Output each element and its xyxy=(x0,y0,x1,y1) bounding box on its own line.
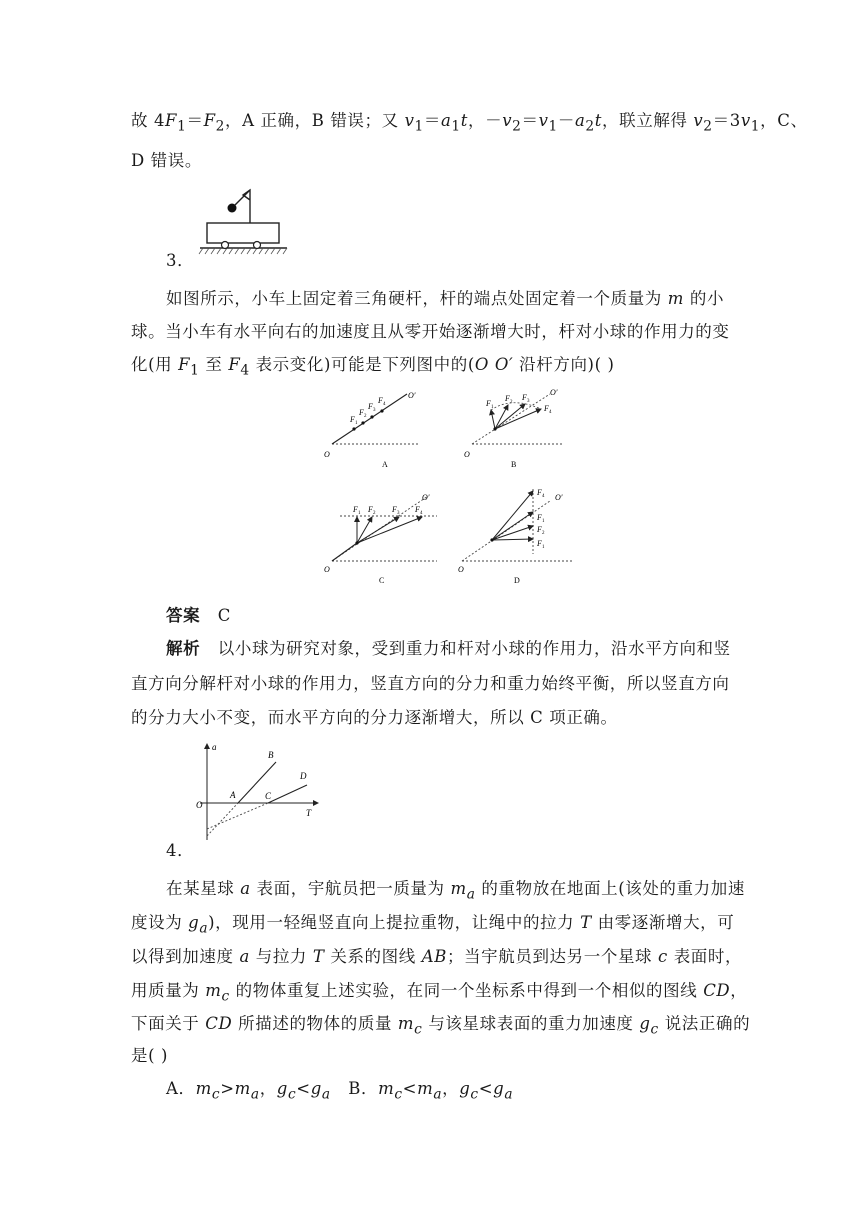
svg-text:F: F xyxy=(368,505,373,514)
question-3-stem-line-2: 球。当小车有水平向右的加速度且从零开始逐渐增大时，杆对小球的作用力的变 xyxy=(131,322,730,341)
svg-text:4: 4 xyxy=(542,494,545,499)
question-4-stem-line-4: 用质量为 $m_c$ 的物体重复上述实验，在同一个坐标系中得到一个相似的图线 CD， xyxy=(131,981,748,1005)
svg-text:F: F xyxy=(359,408,364,417)
svg-text:1: 1 xyxy=(542,519,545,524)
svg-text:F: F xyxy=(350,415,355,424)
svg-text:F: F xyxy=(522,393,527,402)
svg-text:F: F xyxy=(505,394,510,403)
svg-text:2: 2 xyxy=(373,511,376,516)
svg-text:D: D xyxy=(300,771,307,781)
svg-text:F: F xyxy=(537,488,542,497)
question-3-option-figures xyxy=(312,384,598,590)
svg-text:F: F xyxy=(368,402,373,411)
svg-text:B: B xyxy=(268,750,274,760)
svg-text:C: C xyxy=(265,791,272,801)
svg-text:O: O xyxy=(458,565,464,574)
analysis-line-1: 解析 以小球为研究对象，受到重力和杆对小球的作用力，沿水平方向和竖 xyxy=(166,639,731,658)
svg-text:1: 1 xyxy=(355,421,358,426)
svg-text:F: F xyxy=(415,505,420,514)
svg-text:O′: O′ xyxy=(422,493,430,502)
svg-text:O: O xyxy=(464,450,470,459)
svg-text:F: F xyxy=(537,539,542,548)
svg-text:4: 4 xyxy=(549,410,552,415)
option-A[interactable]: A．$m_c>m_a$，$g_c<g_a$ xyxy=(166,1079,331,1103)
svg-text:F: F xyxy=(392,505,397,514)
svg-text:3: 3 xyxy=(373,408,376,413)
svg-text:A: A xyxy=(382,460,388,469)
svg-text:F: F xyxy=(378,396,383,405)
option-figure-A xyxy=(324,391,420,469)
question-4-stem-line-2: 度设为 $g_a$)，现用一轻绳竖直向上提拉重物，让绳中的拉力 T 由零逐渐增大，可 xyxy=(131,913,735,937)
svg-text:D: D xyxy=(514,576,520,585)
option-figure-D xyxy=(458,488,574,585)
option-figure-C xyxy=(324,493,437,585)
option-B[interactable]: B．$m_c<m_a$，$g_c<g_a$ xyxy=(348,1079,514,1103)
svg-text:2: 2 xyxy=(510,400,513,405)
question-4-stem-line-6: 是( ) xyxy=(131,1046,169,1065)
question-3-stem-line-1: 如图所示，小车上固定着三角硬杆，杆的端点处固定着一个质量为 m 的小 xyxy=(166,289,725,308)
svg-text:O: O xyxy=(196,800,203,810)
svg-text:F: F xyxy=(353,505,358,514)
question-4-options-line xyxy=(166,1078,513,1105)
question-4-stem-line-1: 在某星球 a 表面，宇航员把一质量为 $m_a$ 的重物放在地面上(该处的重力加速 xyxy=(166,879,745,903)
svg-text:O: O xyxy=(324,565,330,574)
svg-text:O′: O′ xyxy=(408,391,416,400)
question-4-stem-line-3: 以得到加速度 a 与拉力 T 关系的图线 AB；当宇航员到达另一个星球 c 表面时， xyxy=(131,947,743,966)
question-4-number: 4． xyxy=(166,841,195,860)
option-figure-B xyxy=(464,388,562,469)
cart-figure xyxy=(195,185,295,257)
analysis-line-2: 直方向分解杆对小球的作用力，竖直方向的分力和重力始终平衡，所以竖直方向 xyxy=(131,674,730,693)
svg-text:1: 1 xyxy=(358,511,361,516)
question-4-graph xyxy=(190,736,330,844)
question-3-stem-line-3: 化(用 $F_1$ 至 $F_4$ 表示变化)可能是下列图中的(O O′ 沿杆方向)( ) xyxy=(131,355,615,379)
svg-text:O′: O′ xyxy=(555,493,563,502)
svg-text:F: F xyxy=(537,525,542,534)
svg-text:T: T xyxy=(306,808,312,818)
svg-text:F: F xyxy=(486,399,491,408)
svg-text:1: 1 xyxy=(491,405,494,410)
prev-answer-line-2: D 错误。 xyxy=(131,151,202,170)
svg-text:O′: O′ xyxy=(550,388,558,397)
svg-text:F: F xyxy=(544,404,549,413)
answer-line: 答案 C xyxy=(166,606,231,625)
svg-text:3: 3 xyxy=(397,511,400,516)
prev-answer-line-1: 故 $4F_1=F_2$，A 正确，B 错误；又 $v_1=a_1t$，$-v_2=v_1-a_2t$，联立解得 $v_2=3v_1$，C、 xyxy=(131,111,808,135)
svg-text:A: A xyxy=(230,790,236,800)
question-4-stem-line-5: 下面关于 CD 所描述的物体的质量 $m_c$ 与该星球表面的重力加速度 $g_c$ 说法正确的 xyxy=(131,1014,751,1038)
svg-text:3: 3 xyxy=(527,399,530,404)
svg-text:a: a xyxy=(212,742,217,752)
analysis-line-3: 的分力大小不变，而水平方向的分力逐渐增大，所以 C 项正确。 xyxy=(131,708,618,727)
svg-text:O: O xyxy=(324,450,330,459)
svg-text:2: 2 xyxy=(364,414,367,419)
svg-text:4: 4 xyxy=(420,511,423,516)
svg-text:C: C xyxy=(379,576,385,585)
svg-text:2: 2 xyxy=(542,531,545,536)
question-3-number: 3． xyxy=(166,251,195,270)
svg-text:1: 1 xyxy=(542,545,545,550)
svg-text:F: F xyxy=(537,513,542,522)
svg-text:B: B xyxy=(511,460,517,469)
svg-text:4: 4 xyxy=(383,402,386,407)
